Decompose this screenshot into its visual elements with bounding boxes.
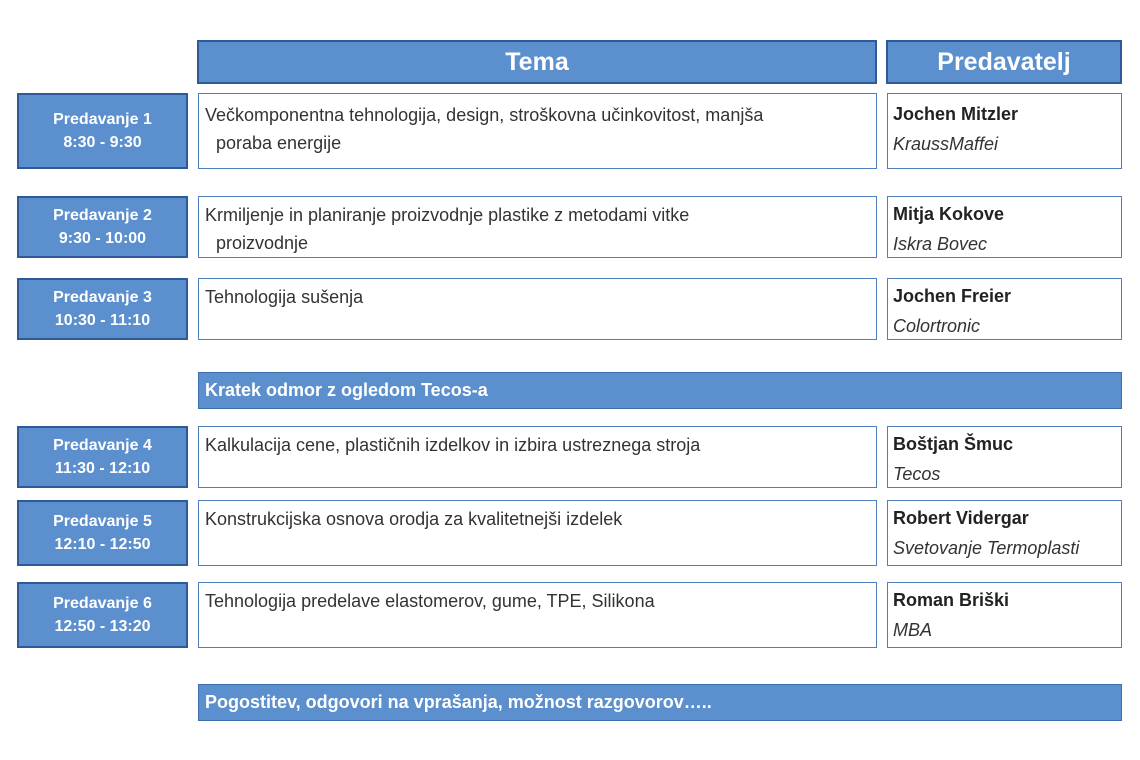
session-6-slot (17, 582, 188, 648)
session-5-topic (198, 500, 877, 566)
closing-label: Pogostitev, odgovori na vprašanja, možnost razgovorov….. (205, 692, 712, 712)
session-time: 12:10 - 12:50 (54, 536, 151, 553)
session-4-speaker (887, 426, 1122, 488)
session-label: Predavanje 5 (53, 513, 152, 530)
session-3-topic (198, 278, 877, 340)
speaker-org: KraussMaffei (893, 134, 999, 154)
speaker-org: Colortronic (893, 316, 981, 336)
session-time: 10:30 - 11:10 (54, 312, 151, 329)
header-speaker (886, 40, 1122, 84)
speaker-org: MBA (893, 620, 933, 640)
header-topic (197, 40, 877, 84)
speaker-org: Svetovanje Termoplasti (893, 538, 1080, 558)
session-time: 8:30 - 9:30 (63, 134, 142, 151)
topic-line-1: Kalkulacija cene, plastičnih izdelkov in izbira ustreznega stroja (205, 435, 701, 455)
session-6-speaker (887, 582, 1122, 648)
topic-line-2: poraba energije (216, 133, 342, 153)
session-2-slot (17, 196, 188, 258)
topic-line-1: Krmiljenje in planiranje proizvodnje plastike z metodami vitke (205, 205, 690, 225)
speaker-name: Mitja Kokove (893, 204, 1005, 224)
session-time: 12:50 - 13:20 (54, 618, 151, 635)
session-label: Predavanje 3 (53, 289, 152, 306)
session-label: Predavanje 1 (53, 111, 152, 128)
speaker-org: Tecos (893, 464, 941, 484)
session-label: Predavanje 6 (53, 595, 152, 612)
topic-line-2: proizvodnje (216, 233, 309, 253)
break-band (198, 372, 1122, 409)
speaker-org: Iskra Bovec (893, 234, 988, 254)
topic-line-1: Tehnologija sušenja (205, 287, 364, 307)
session-4-topic (198, 426, 877, 488)
speaker-name: Jochen Freier (893, 286, 1012, 306)
session-1-slot (17, 93, 188, 169)
session-6-topic (198, 582, 877, 648)
session-5-slot (17, 500, 188, 566)
session-2-speaker (887, 196, 1122, 258)
session-5-speaker (887, 500, 1122, 566)
session-time: 9:30 - 10:00 (58, 230, 147, 247)
topic-line-1: Večkomponentna tehnologija, design, stroškovna učinkovitost, manjša (205, 105, 764, 125)
topic-line-1: Tehnologija predelave elastomerov, gume, TPE, Silikona (205, 591, 655, 611)
speaker-name: Roman Briški (893, 590, 1010, 610)
session-label: Predavanje 4 (53, 437, 152, 454)
topic-line-1: Konstrukcijska osnova orodja za kvalitetnejši izdelek (205, 509, 623, 529)
session-4-slot (17, 426, 188, 488)
session-2-topic (198, 196, 877, 258)
session-3-slot (17, 278, 188, 340)
session-label: Predavanje 2 (53, 207, 152, 224)
session-1-speaker (887, 93, 1122, 169)
session-time: 11:30 - 12:10 (54, 460, 151, 477)
closing-band (198, 684, 1122, 721)
break-label: Kratek odmor z ogledom Tecos-a (205, 380, 488, 400)
speaker-name: Boštjan Šmuc (893, 434, 1014, 454)
header-speaker-label: Predavatelj (937, 47, 1071, 76)
speaker-name: Jochen Mitzler (893, 104, 1019, 124)
speaker-name: Robert Vidergar (893, 508, 1029, 528)
header-topic-label: Tema (505, 47, 569, 76)
session-3-speaker (887, 278, 1122, 340)
session-1-topic (198, 93, 877, 169)
